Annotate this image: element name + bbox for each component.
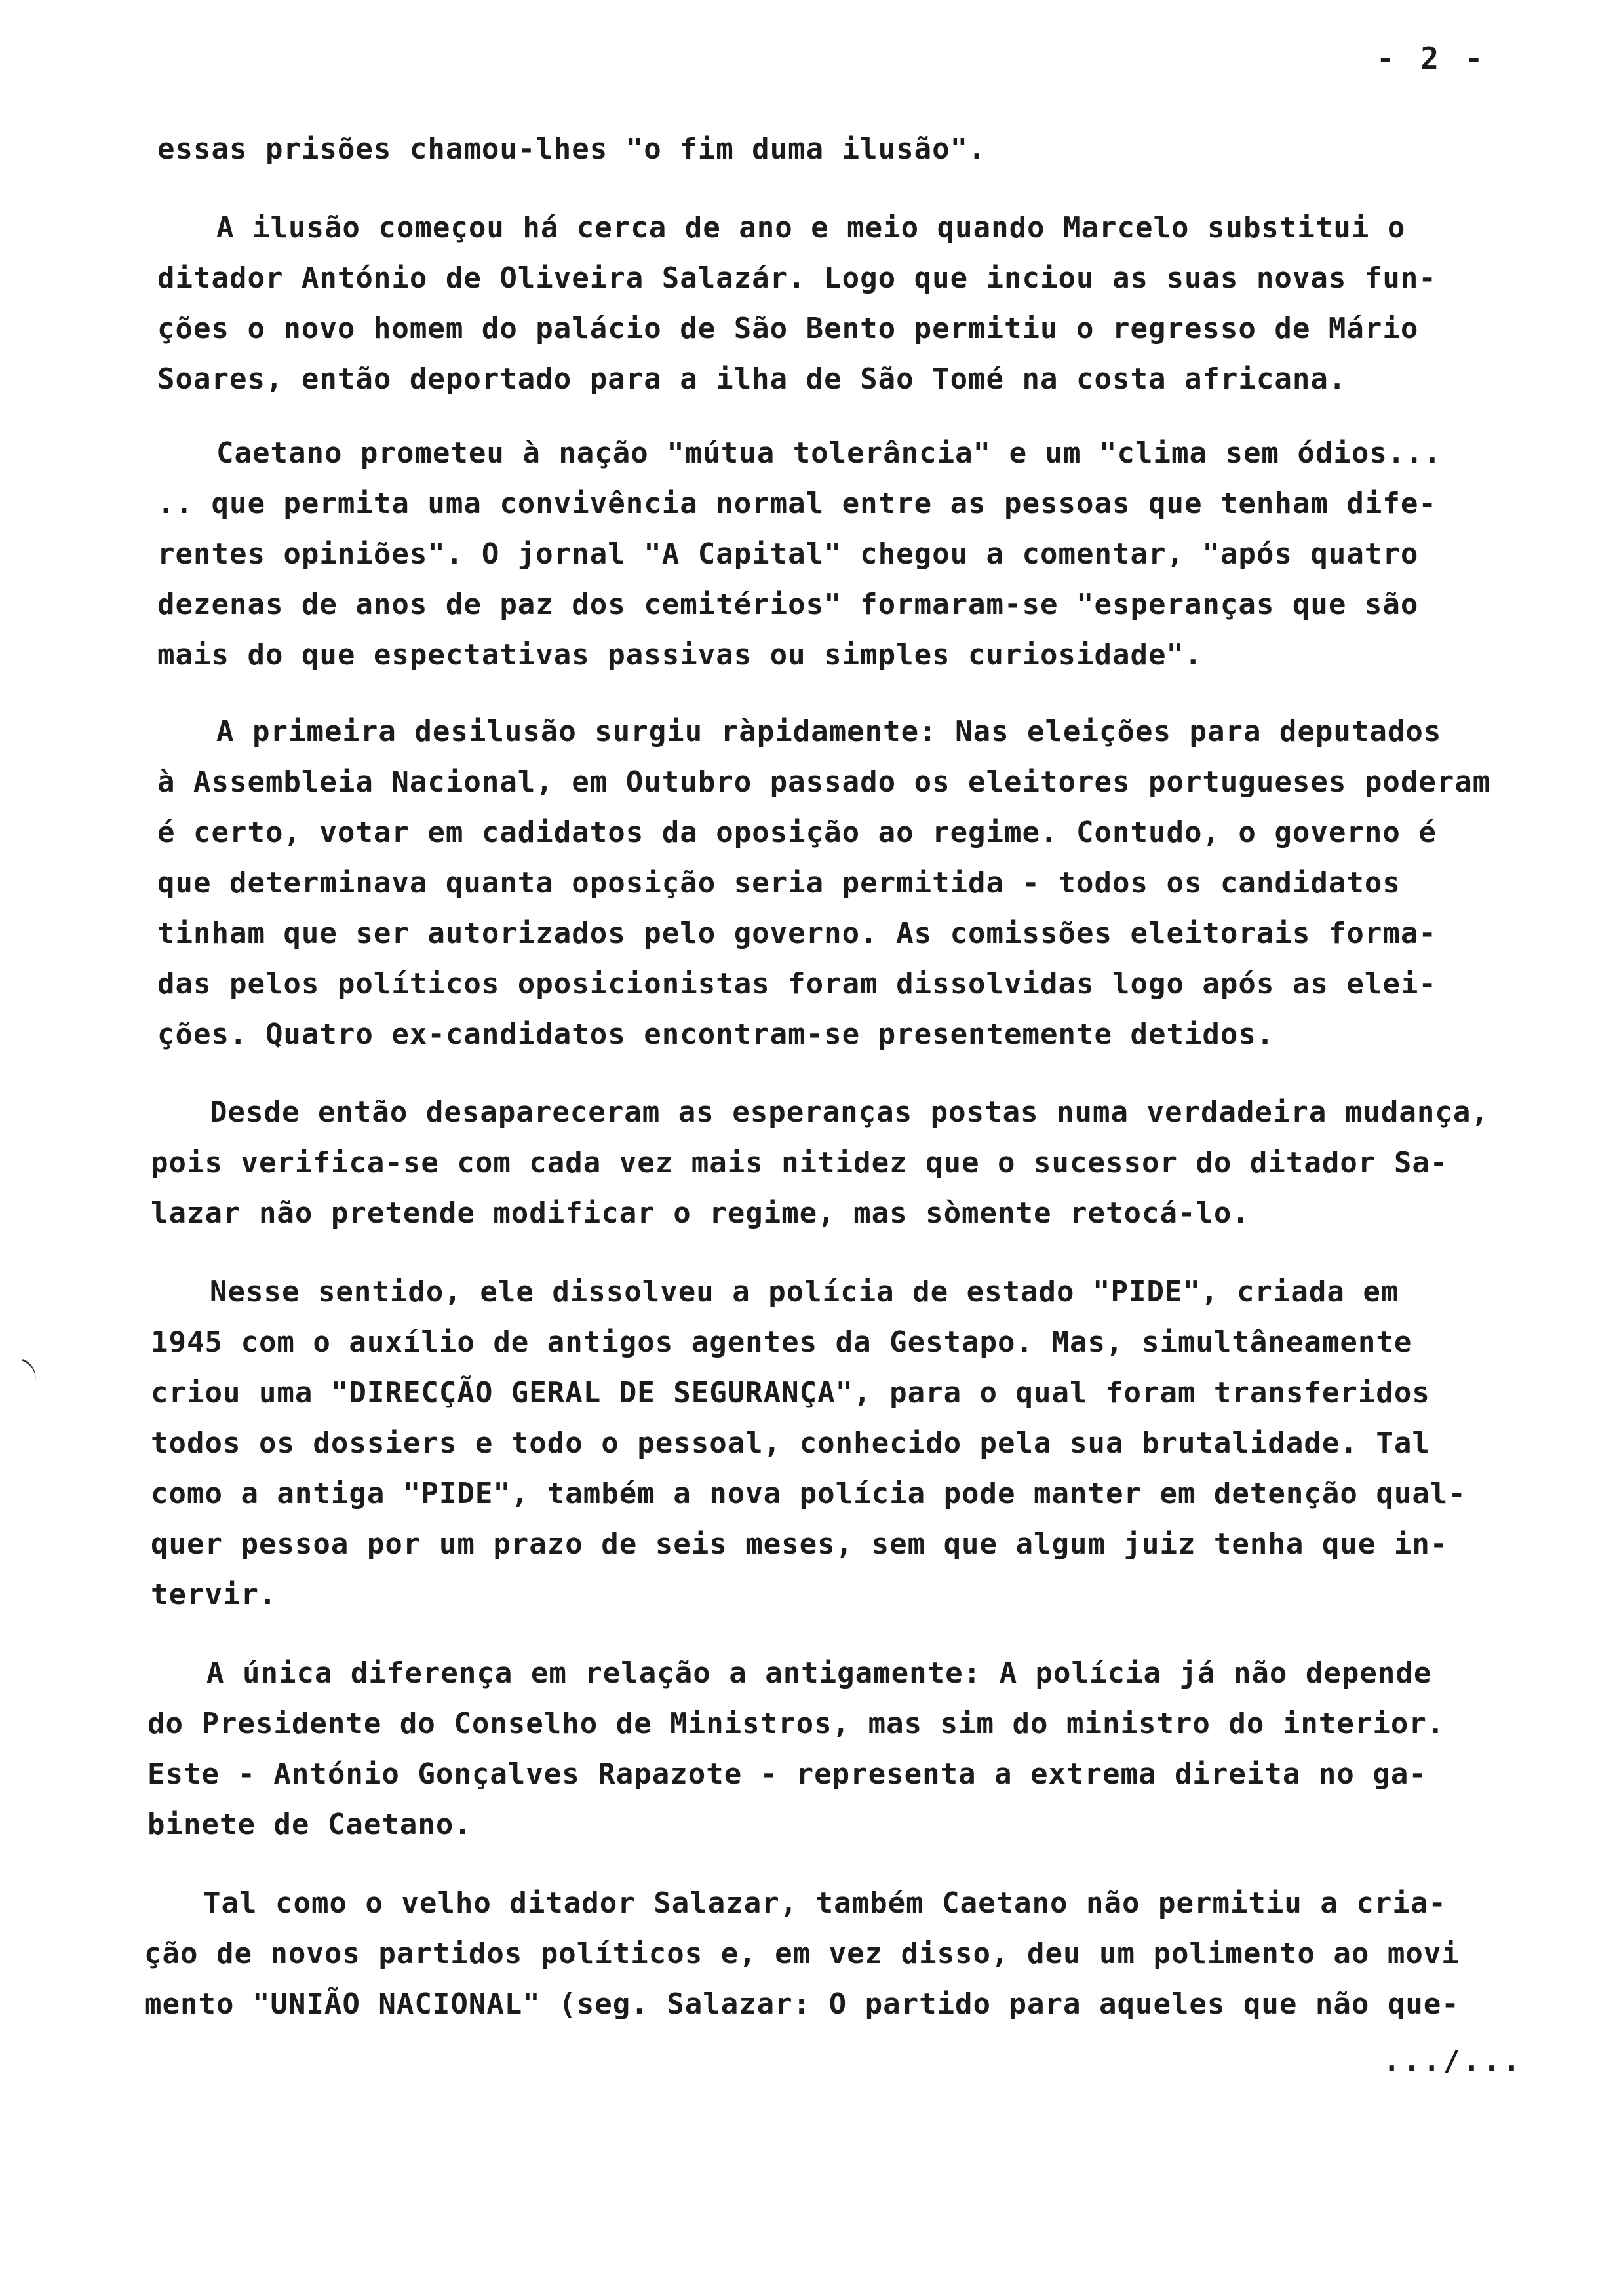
text-line: ditador António de Oliveira Salazár. Logo que inciou as suas novas fun- [157, 261, 1437, 295]
text-line: lazar não pretende modificar o regime, mas sòmente retocá-lo. [151, 1196, 1250, 1230]
text-line: quer pessoa por um prazo de seis meses, sem que algum juiz tenha que in- [151, 1527, 1449, 1561]
text-line: Tal como o velho ditador Salazar, também Caetano não permitiu a cria- [203, 1886, 1447, 1920]
text-line: criou uma "DIRECÇÃO GERAL DE SEGURANÇA", para o qual foram transferidos [151, 1376, 1430, 1409]
text-line: tervir. [151, 1578, 277, 1611]
text-line: Soares, então deportado para a ilha de São Tomé na costa africana. [157, 362, 1347, 396]
text-line: tinham que ser autorizados pelo governo. As comissões eleitorais forma- [157, 917, 1437, 950]
text-line: ções o novo homem do palácio de São Bento permitiu o regresso de Mário [157, 312, 1419, 345]
text-line: A ilusão começou há cerca de ano e meio quando Marcelo substitui o [216, 211, 1406, 244]
text-line: essas prisões chamou-lhes "o fim duma ilusão". [157, 132, 986, 166]
text-line: mento "UNIÃO NACIONAL" (seg. Salazar: O partido para aqueles que não que- [144, 1987, 1460, 2021]
text-line: 1945 com o auxílio de antigos agentes da Gestapo. Mas, simultâneamente [151, 1326, 1412, 1359]
text-line: A primeira desilusão surgiu ràpidamente: Nas eleições para deputados [216, 715, 1442, 748]
page-number: - 2 - [1376, 41, 1487, 76]
text-line: dezenas de anos de paz dos cemitérios" formaram-se "esperanças que são [157, 588, 1419, 621]
text-line: das pelos políticos oposicionistas foram dissolvidas logo após as elei- [157, 967, 1437, 1001]
text-line: rentes opiniões". O jornal "A Capital" chegou a comentar, "após quatro [157, 537, 1419, 571]
text-line: .. que permita uma convivência normal entre as pessoas que tenham dife- [157, 487, 1437, 520]
text-line: ção de novos partidos políticos e, em vez disso, deu um polimento ao movi [144, 1937, 1460, 1970]
text-line: do Presidente do Conselho de Ministros, mas sim do ministro do interior. [147, 1707, 1445, 1740]
text-line: todos os dossiers e todo o pessoal, conhecido pela sua brutalidade. Tal [151, 1426, 1430, 1460]
text-line: Desde então desapareceram as esperanças postas numa verdadeira mudança, [210, 1096, 1489, 1129]
text-line: Este - António Gonçalves Rapazote - representa a extrema direita no ga- [147, 1757, 1427, 1791]
text-line: é certo, votar em cadidatos da oposição ao regime. Contudo, o governo é [157, 816, 1437, 849]
continuation-marker: .../... [1383, 2044, 1523, 2078]
text-line: como a antiga "PIDE", também a nova polícia pode manter em detenção qual- [151, 1477, 1466, 1510]
text-line: Caetano prometeu à nação "mútua tolerância" e um "clima sem ódios... [216, 436, 1442, 470]
text-line: A única diferença em relação a antigamente: A polícia já não depende [206, 1656, 1432, 1690]
text-line: pois verifica-se com cada vez mais nitidez que o sucessor do ditador Sa- [151, 1146, 1449, 1179]
text-line: que determinava quanta oposição seria permitida - todos os candidatos [157, 866, 1401, 900]
text-line: ções. Quatro ex-candidatos encontram-se presentemente detidos. [157, 1018, 1275, 1051]
text-line: à Assembleia Nacional, em Outubro passado os eleitores portugueses poderam [157, 765, 1491, 799]
text-line: mais do que espectativas passivas ou simples curiosidade". [157, 638, 1203, 672]
text-line: Nesse sentido, ele dissolveu a polícia de estado "PIDE", criada em [210, 1275, 1399, 1309]
margin-mark [15, 1359, 41, 1386]
text-line: binete de Caetano. [147, 1808, 472, 1841]
